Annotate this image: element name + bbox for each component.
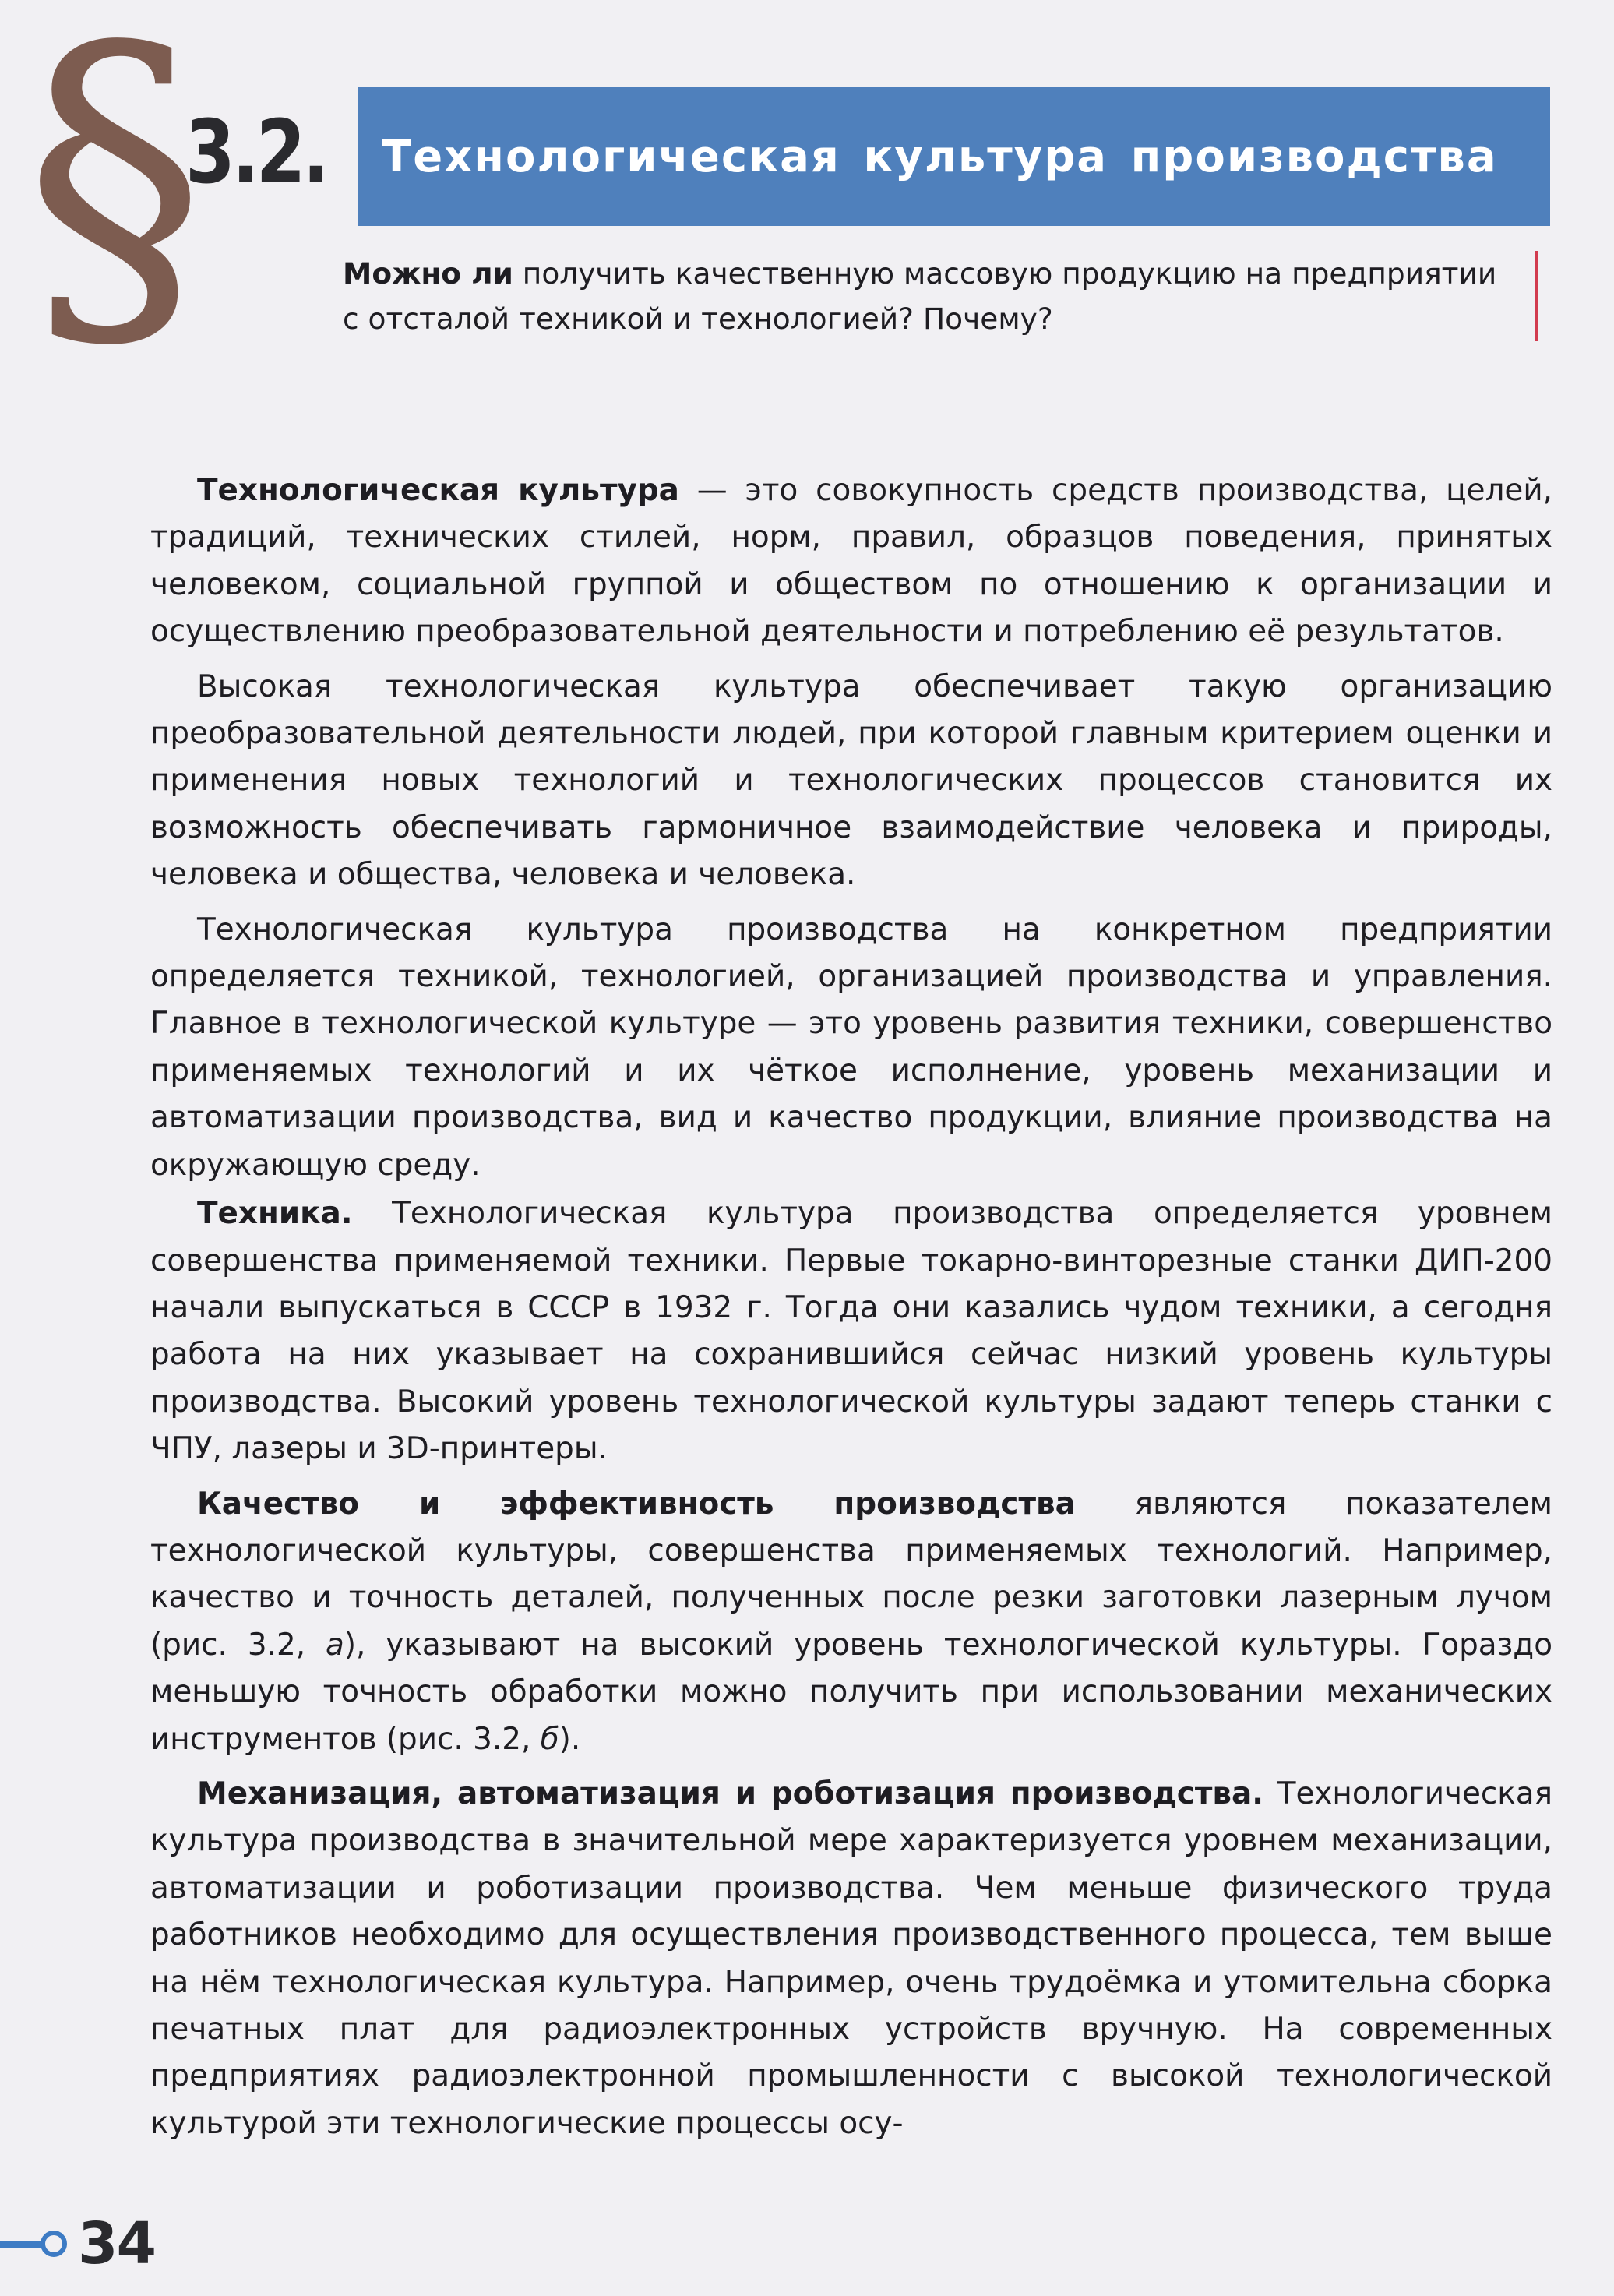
paragraph-text: Технологическая культура производства определяется уровнем совершенства применяемой техники. Первые токарно-винторезные станки ДИП-200 начали выпускаться в СССР в 1932 г. Тогда они казались чудом техники, а сегодня работа на них указывает на сохранившийся сейчас низкий уровень культуры производства. Высокий уровень технологической культуры задают теперь станки с ЧПУ, лазеры и 3D-принтеры.	[150, 1196, 1552, 1467]
page-number-line	[0, 2241, 41, 2248]
figure-ref-b: б	[540, 1721, 559, 1757]
paragraph-text: Технологическая культура производства на конкретном предприятии определяется техникой, технологией, организацией производства и управления. Главное в технологической культуре — это уровень развития техники, совершенство применяемых технологий и их чёткое исполнение, уровень механизации и автоматизации производства, вид и качество продукции, влияние производства на окружающую среду.	[150, 912, 1552, 1183]
term-quality: Качество и эффективность производства	[197, 1486, 1076, 1522]
question-text: получить качественную массовую продукцию на предприятии с отсталой техникой и технологией? Почему?	[343, 256, 1497, 336]
paragraph-quality	[150, 1481, 1552, 1763]
page-number-circle-icon	[41, 2231, 67, 2257]
figure-ref-a: а	[326, 1627, 344, 1663]
paragraph-text: Высокая технологическая культура обеспечивает такую организацию преобразовательной деятельности людей, при которой главным критерием оценки и применения новых технологий и технологических процессов становится их возможность обеспечивать гармоничное взаимодействие человека и природы, человека и общества, человека и человека.	[150, 668, 1552, 893]
paragraph-text: являются показателем технологической культуры, совершенства применяемых технологий. Например, качество и точность деталей, полученных после резки заготовки лазерным лучом (рис. 3.2,	[150, 1486, 1552, 1663]
section-number: 3.2.	[185, 102, 327, 203]
paragraph-text: — это совокупность средств производства, целей, традиций, технических стилей, норм, правил, образцов поведения, принятых человеком, социальной группой и обществом по отношению к организации и осуществлению преобразовательной деятельности и потреблению её результатов.	[150, 473, 1552, 650]
paragraph-mechanization	[150, 1771, 1552, 2147]
page-number: 34	[78, 2210, 155, 2277]
term-mechanization: Механизация, автоматизация и роботизация производства.	[197, 1776, 1264, 1811]
question-box	[343, 251, 1538, 341]
section-title: Технологическая культура производства	[382, 131, 1498, 182]
section-sign-icon: §	[23, 0, 206, 396]
paragraph-text: ), указывают на высокий уровень технологической культуры. Гораздо меньшую точность обработки можно получить при использовании механических инструментов (рис. 3.2,	[150, 1627, 1552, 1757]
paragraph-technique	[150, 1190, 1552, 1472]
paragraph-high-culture	[150, 664, 1552, 899]
term-technological-culture: Технологическая культура	[197, 473, 679, 508]
title-band	[358, 87, 1550, 226]
body-text	[150, 467, 1552, 2147]
paragraph-text: ).	[559, 1721, 581, 1757]
question-lead: Можно ли	[343, 256, 513, 291]
paragraph-definition	[150, 467, 1552, 656]
paragraph-enterprise	[150, 907, 1552, 1189]
page-footer	[0, 2209, 155, 2279]
paragraph-text: Технологическая культура производства в значительной мере характеризуется уровнем механизации, автоматизации и роботизации производства. Чем меньше физического труда работников необходимо для осуществления производственного процесса, тем выше на нём технологическая культура. Например, очень трудоёмка и утомительна сборка печатных плат для радиоэлектронных устройств вручную. На современных предприятиях радиоэлектронной промышленности с высокой технологической культурой эти технологические процессы осу-	[150, 1776, 1552, 2141]
term-technique: Техника.	[197, 1196, 353, 1232]
